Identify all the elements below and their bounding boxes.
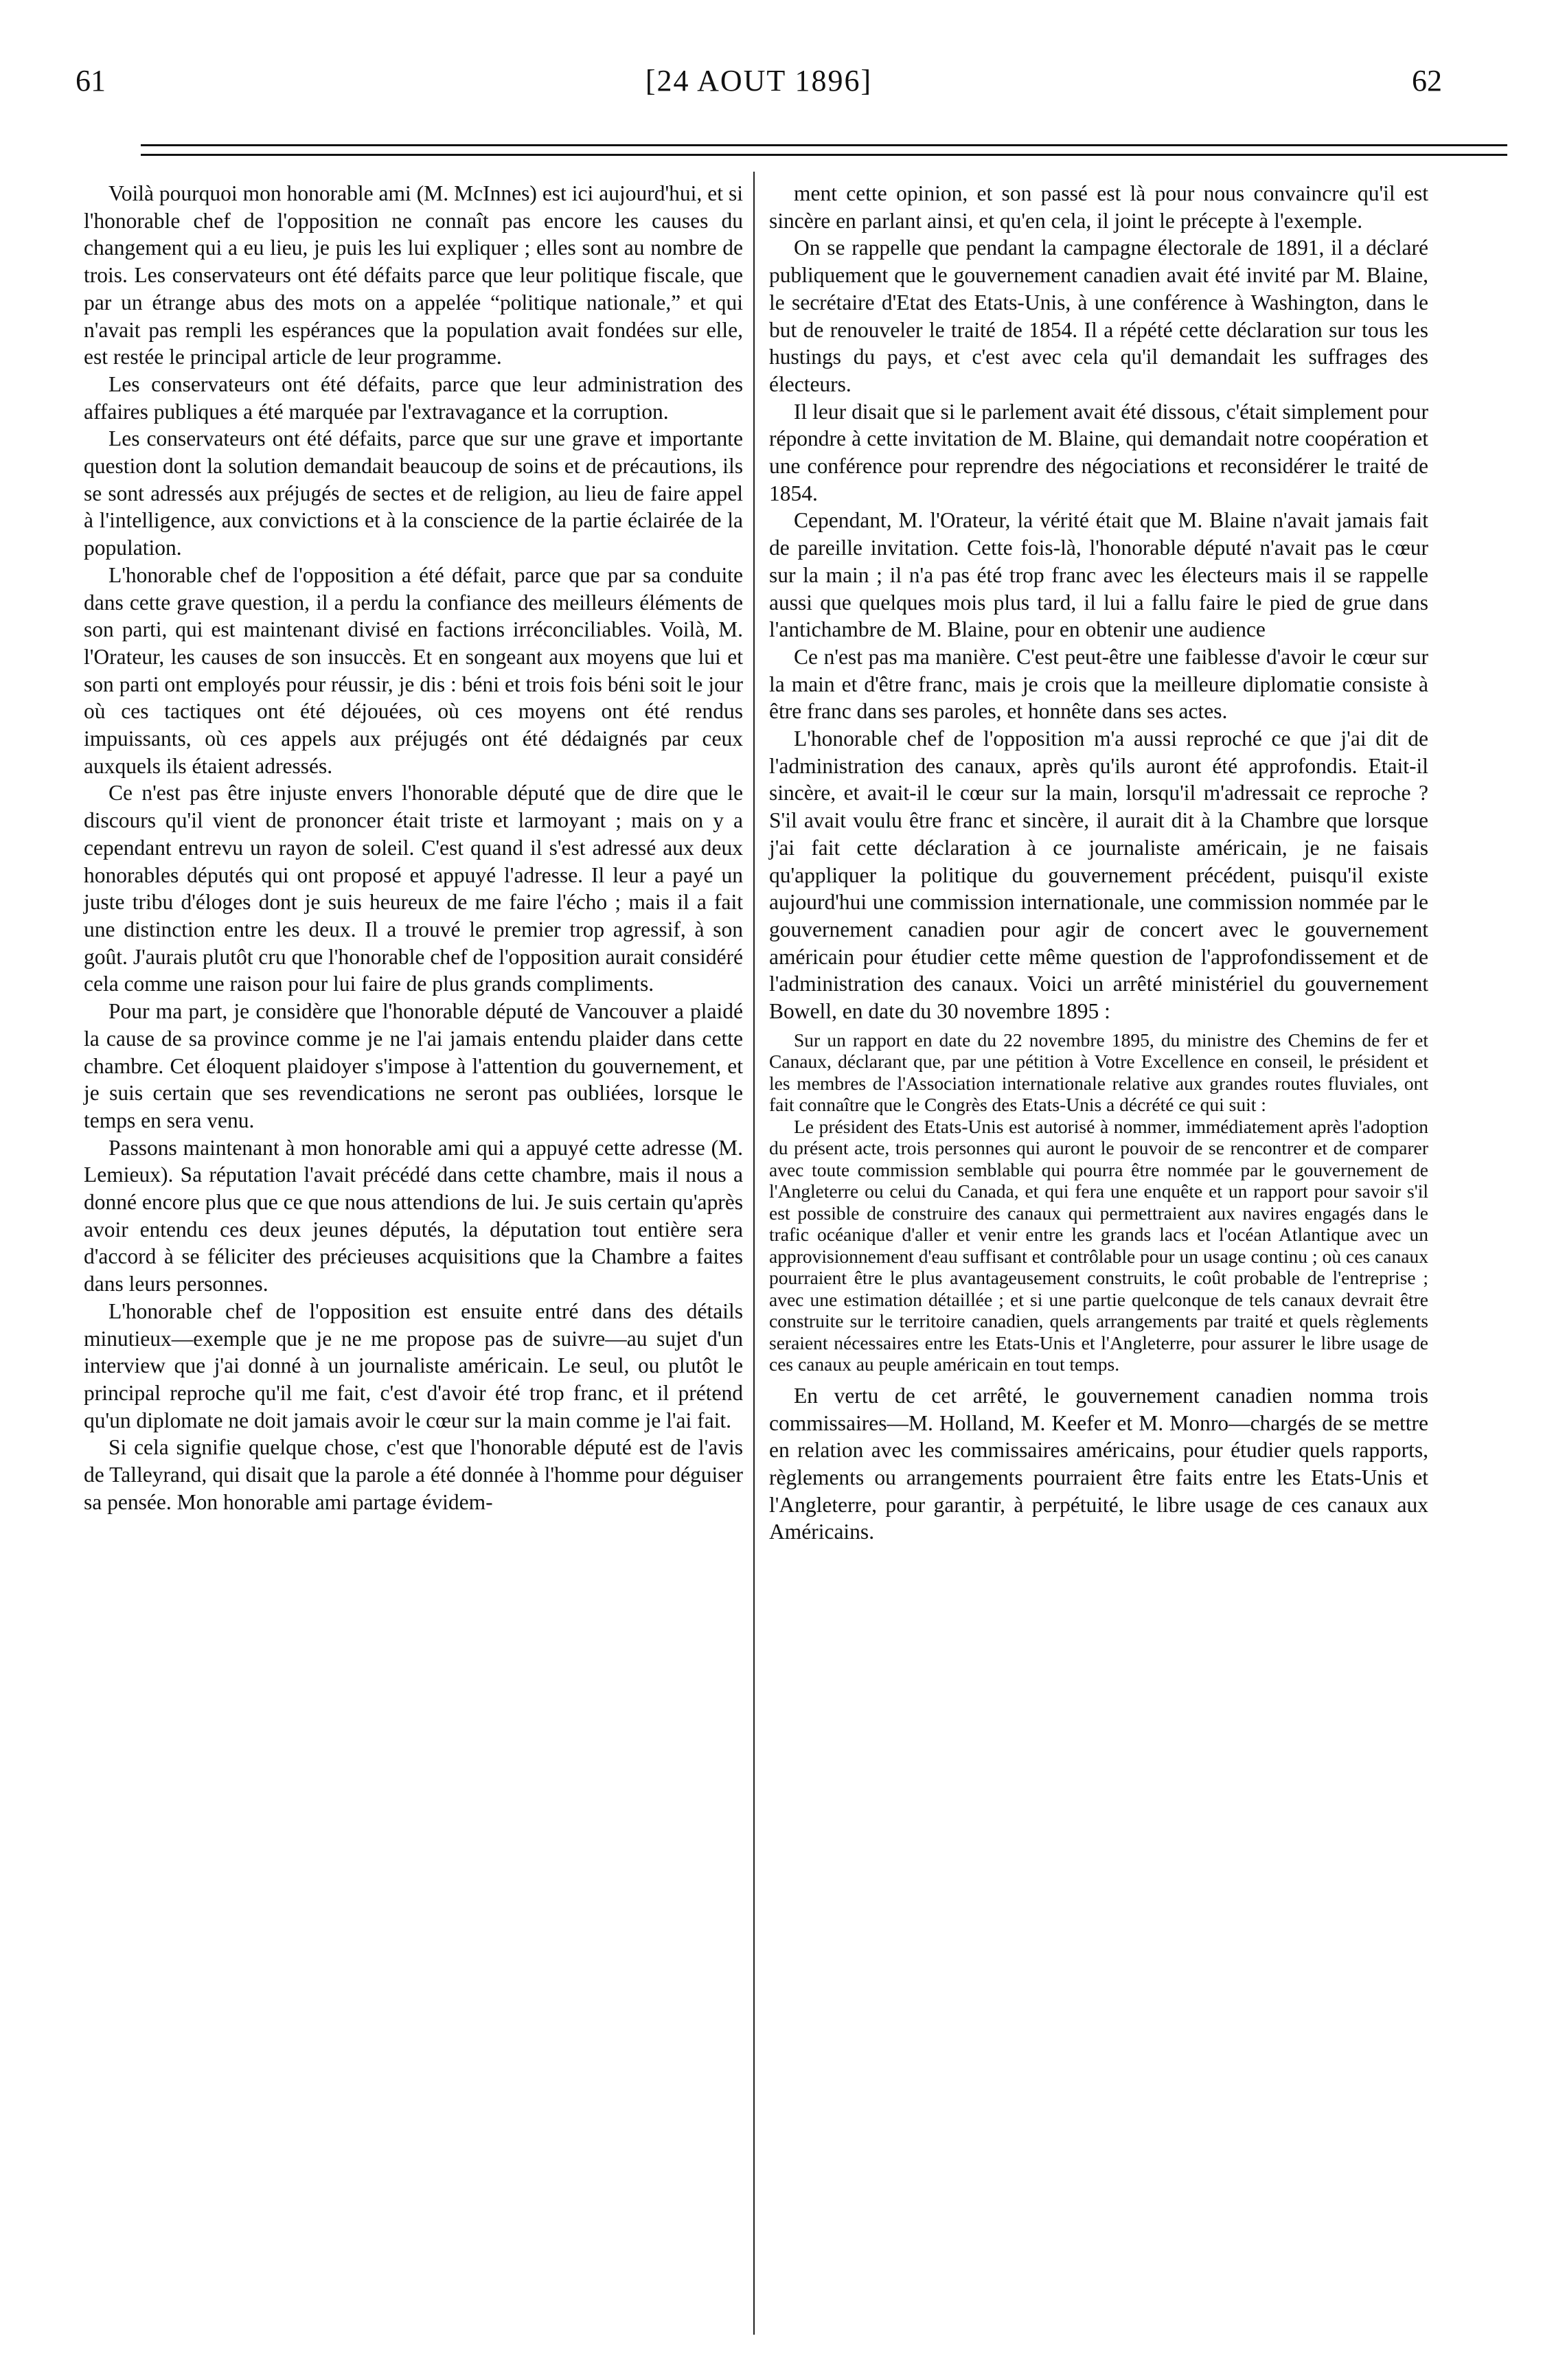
paragraph: Il leur disait que si le parlement avait été dissous, c'était simplement pour répondre à cette invitation de M. Blaine, qui demandait notre coopération et une conférence pour reprendre des négociations et reconsidérer le traité de 1854. [769, 399, 1428, 505]
paragraph: Voilà pourquoi mon honorable ami (M. McInnes) est ici aujourd'hui, et si l'honorable chef de l'opposition ne connaît pas encore les causes du changement qui a eu lieu, je puis les lui expliquer ; elles sont au nombre de trois. Les conservateurs ont été défaits parce que leur politique fiscale, que par un étrange abus des mots on a appelée “politique nationale,” et qui n'avait pas rempli les espérances que la population avait fondées sur elle, est restée le principal article de leur programme. [84, 181, 743, 369]
paragraph: L'honorable chef de l'opposition est ensuite entré dans des détails minutieux—exemple que je ne me propose pas de suivre—au sujet d'un interview que j'ai donné à un journaliste américain. Le seul, ou plutôt le principal reproche qu'il me fait, c'est d'avoir été trop franc, et il prétend qu'un diplomate ne doit jamais avoir le cœur sur la main comme je l'ai fait. [84, 1298, 743, 1432]
page-number-left: 61 [76, 64, 106, 98]
quoted-order-paragraph: Le président des Etats-Unis est autorisé à nommer, immédiatement après l'adoption du présent acte, trois personnes qui auront le pouvoir de se rencontrer et de comparer avec toute commission semblable qui pourra être nommée par le gouvernement de l'Angleterre ou celui du Canada, et qui fera une enquête et un rapport pour savoir s'il est possible de construire des canaux qui permettraient aux navires engagés dans le trafic océanique d'aller et venir entre les grands lacs et l'océan Atlantique avec un approvisionnement d'eau suffisant et contrôlable pour un usage continu ; où ces canaux pourraient être le plus avantageusement construits, le coût probable de l'entreprise ; avec une estimation détaillée ; et si une partie quelconque de tels canaux devrait être construite sur le territoire canadien, quels arrangements par traité et quels règlements seraient nécessaires entre les Etats-Unis et l'Angleterre, pour assurer le libre usage de ces canaux au peuple américain en tout temps. [769, 1115, 1428, 1375]
quoted-order-paragraph: Sur un rapport en date du 22 novembre 1895, du ministre des Chemins de fer et Canaux, déclarant que, par une pétition à Votre Excellence en conseil, le président et les membres de l'Association internationale relative aux grandes routes fluviales, ont fait connaître que le Congrès des Etats-Unis a décrété ce qui suit : [769, 1029, 1428, 1116]
paragraph: L'honorable chef de l'opposition m'a aussi reproché ce que j'ai dit de l'administration des canaux, après qu'ils auront été approfondis. Etait-il sincère, et avait-il le cœur sur la main, lorsqu'il m'adressait ce reproche ? S'il avait voulu être franc et sincère, il aurait dit à la Chambre que lorsque j'ai fait cette déclaration à ce journaliste américain, je ne faisais qu'appliquer la politique du gouvernement précédent, puisqu'il existe aujourd'hui une commission internationale, une commission nommée par le gouvernement canadien pour agir de concert avec le gouvernement américain pour étudier cette même question de l'approfondissement et de l'administration des canaux. Voici un arrêté ministériel du gouvernement Bowell, en date du 30 novembre 1895 : [769, 726, 1428, 1024]
paragraph: Ce n'est pas ma manière. C'est peut-être une faiblesse d'avoir le cœur sur la main et d'être franc, mais je crois que la meilleure diplomatie consiste à être franc dans ses paroles, et honnête dans ses actes. [769, 644, 1428, 724]
paragraph: Les conservateurs ont été défaits, parce que sur une grave et importante question dont la solution demandait beaucoup de soins et de précautions, ils se sont adressés aux préjugés de sectes et de religion, au lieu de faire appel à l'intelligence, aux convictions et à la conscience de la partie éclairée de la population. [84, 426, 743, 560]
page-header [76, 63, 1442, 111]
page-number-right: 62 [1412, 64, 1442, 98]
header-date: [24 AOUT 1896] [645, 64, 873, 98]
header-rule-top [141, 144, 1507, 146]
left-column [84, 180, 743, 1515]
paragraph: Cependant, M. l'Orateur, la vérité était que M. Blaine n'avait jamais fait de pareille invitation. Cette fois-là, l'honorable député n'avait pas le cœur sur la main ; il n'a pas été trop franc avec les électeurs mais il se rappelle aussi que quelques mois plus tard, il lui a fallu faire le pied de grue dans l'antichambre de M. Blaine, pour en obtenir une audience [769, 508, 1428, 642]
header-rule-bottom [141, 154, 1507, 156]
column-divider [753, 172, 755, 2335]
paragraph: Ce n'est pas être injuste envers l'honorable député que de dire que le discours qu'il vient de prononcer était triste et larmoyant ; mais on y a cependant entrevu un rayon de soleil. C'est quand il s'est adressé aux deux honorables députés qui ont proposé et appuyé l'adresse. Il leur a payé un juste tribu d'éloges dont je suis heureux de me faire l'écho ; mais il a fait une distinction entre les deux. Il a trouvé le premier trop agressif, à son goût. J'aurais plutôt cru que l'honorable chef de l'opposition aurait considéré cela comme une raison pour lui faire de plus grands compliments. [84, 781, 743, 996]
paragraph: On se rappelle que pendant la campagne électorale de 1891, il a déclaré publiquement que le gouvernement canadien avait été invité par M. Blaine, le secrétaire d'Etat des Etats-Unis, à une conférence à Washington, dans le but de renouveler le traité de 1854. Il a répété cette déclaration sur tous les hustings du pays, et c'est avec cela qu'il demandait les suffrages des électeurs. [769, 236, 1428, 396]
paragraph: L'honorable chef de l'opposition a été défait, parce que par sa conduite dans cette grave question, il a perdu la confiance des meilleurs éléments de son parti, qui est maintenant divisé en factions irréconciliables. Voilà, M. l'Orateur, les causes de son insuccès. Et en songeant aux moyens que lui et son parti ont employés pour réussir, je dis : béni et trois fois béni soit le jour où ces tactiques ont été déjouées, où ces moyens ont été rendus impuissants, où ces appels aux préjugés ont été dédaignés par ceux auxquels ils étaient adressés. [84, 562, 743, 778]
paragraph: En vertu de cet arrêté, le gouvernement canadien nomma trois commissaires—M. Holland, M. Keefer et M. Monro—chargés de se mettre en relation avec les commissaires américains, pour étudier quels rapports, règlements ou arrangements pourraient être faits entre les Etats-Unis et l'Angleterre, pour garantir, à perpétuité, le libre usage de ces canaux aux Américains. [769, 1383, 1428, 1544]
paragraph: Les conservateurs ont été défaits, parce que leur administration des affaires publiques a été marquée par l'extravagance et la corruption. [84, 371, 743, 424]
right-column [769, 180, 1428, 1546]
paragraph: ment cette opinion, et son passé est là pour nous convaincre qu'il est sincère en parlant ainsi, et qu'en cela, il joint le précepte à l'exemple. [769, 181, 1428, 233]
paragraph: Pour ma part, je considère que l'honorable député de Vancouver a plaidé la cause de sa province comme je ne l'ai jamais entendu plaider dans cette chambre. Cet éloquent plaidoyer s'impose à l'attention du gouvernement, et je suis certain que ses revendications ne seront pas oubliées, lorsque le temps en sera venu. [84, 999, 743, 1132]
paragraph: Passons maintenant à mon honorable ami qui a appuyé cette adresse (M. Lemieux). Sa réputation l'avait précédé dans cette chambre, mais il nous a donné encore plus que ce que nous attendions de lui. Je suis certain qu'après avoir entendu ces deux jeunes députés, la députation tout entière sera d'accord à se féliciter des précieuses acquisitions que la Chambre a faites dans leurs personnes. [84, 1135, 743, 1296]
paragraph: Si cela signifie quelque chose, c'est que l'honorable député est de l'avis de Talleyrand, qui disait que la parole a été donnée à l'homme pour déguiser sa pensée. Mon honorable ami partage évidem- [84, 1435, 743, 1514]
